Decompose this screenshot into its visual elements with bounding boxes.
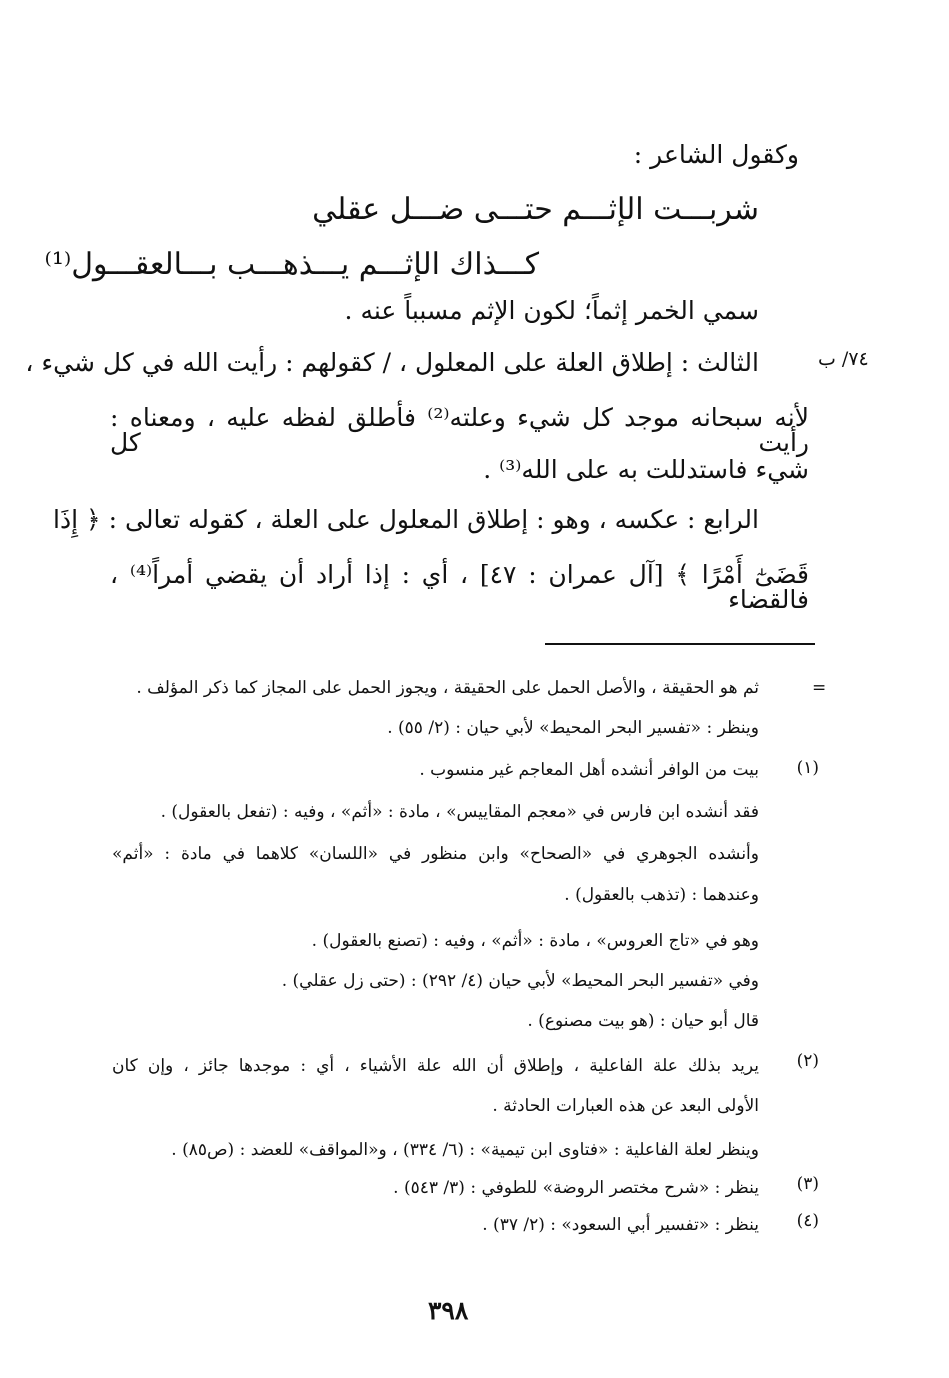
margin-folio-note: ٧٤/ ب — [818, 348, 869, 370]
footnote-2-marker: (٢) — [796, 1051, 819, 1071]
footnote-1-marker: (١) — [796, 758, 819, 778]
third-point-line-2: لأنه سبحانه موجد كل شيء وعلته⁽²⁾ فأطلق لفظه عليه ، ومعناه : رأيت كل — [110, 403, 809, 457]
page-number: ٣٩٨ — [428, 1296, 469, 1325]
footnote-4-line-1: ينظر : «تفسير أبي السعود» : (٢/ ٣٧) . — [482, 1215, 759, 1235]
intro-line: وكقول الشاعر : — [633, 140, 799, 169]
footnote-1-line-2: فقد أنشده ابن فارس في «معجم المقاييس» ، مادة : «أثم» ، وفيه : (تفعل بالعقول) . — [160, 802, 759, 822]
footnote-continuation-line-2: وينظر : «تفسير البحر المحيط» لأبي حيان : (٢/ ٥٥) . — [387, 718, 759, 738]
footnote-continuation-line-1: ثم هو الحقيقة ، والأصل الحمل على الحقيقة ، ويجوز الحمل على المجاز كما ذكر المؤلف . — [136, 678, 759, 698]
footnote-continuation-marker: = — [812, 678, 827, 698]
footnote-2-line-2: الأولى البعد عن هذه العبارات الحادثة . — [492, 1096, 759, 1116]
footnote-1-line-7: قال أبو حيان : (هو بيت مصنوع) . — [527, 1011, 759, 1031]
footnote-4-marker: (٤) — [796, 1211, 819, 1231]
footnote-3-marker: (٣) — [796, 1174, 819, 1194]
footnote-2-line-1: يريد بذلك علة الفاعلية ، وإطلاق أن الله علة الأشياء ، أي : موجدها جائز ، وإن كان — [112, 1056, 759, 1076]
footnote-1-line-1: بيت من الوافر أنشده أهل المعاجم غير منسوب . — [419, 760, 759, 780]
footnote-1-line-3: وأنشده الجوهري في «الصحاح» وابن منظور في «اللسان» كلاهما في مادة : «أثم» — [112, 844, 759, 864]
explanation-line: سمي الخمر إثماً؛ لكون الإثم مسبباً عنه . — [344, 296, 759, 325]
footnote-1-line-5: وهو في «تاج العروس» ، مادة : «أثم» ، وفيه : (تصنع بالعقول) . — [311, 931, 759, 951]
third-point-line-3: شيء فاستدللت به على الله⁽³⁾ . — [483, 455, 809, 484]
verse-first-hemistich: شربـــت الإثـــم حتـــى ضـــل عقلي — [312, 192, 759, 227]
footnote-separator — [545, 643, 815, 645]
fourth-point-line-1: الرابع : عكسه ، وهو : إطلاق المعلول على العلة ، كقوله تعالى : ﴿ إِذَا — [53, 505, 759, 534]
footnote-1-line-4: وعندهما : (تذهب بالعقول) . — [564, 885, 759, 905]
footnote-3-line-1: ينظر : «شرح مختصر الروضة» للطوفي : (٣/ ٥٤٣) . — [393, 1178, 759, 1198]
footnote-2-line-3: وينظر لعلة الفاعلية : «فتاوى ابن تيمية» : (٦/ ٣٣٤) ، و«المواقف» للعضد : (ص٨٥) . — [171, 1140, 759, 1160]
fourth-point-line-2: قَضَىٰٓ أَمْرًا ﴾ [آل عمران : ٤٧] ، أي : إذا أراد أن يقضي أمراً⁽⁴⁾ ، فالقضاء — [110, 560, 809, 614]
verse-second-hemistich: كـــذاك الإثـــم يـــذهـــب بـــالعقـــول⁽¹⁾ — [44, 247, 539, 282]
footnote-1-line-6: وفي «تفسير البحر المحيط» لأبي حيان (٤/ ٢٩٢) : (حتى زل عقلي) . — [281, 971, 759, 991]
third-point-line-1: الثالث : إطلاق العلة على المعلول ، / كقولهم : رأيت الله في كل شيء ، — [25, 348, 759, 377]
